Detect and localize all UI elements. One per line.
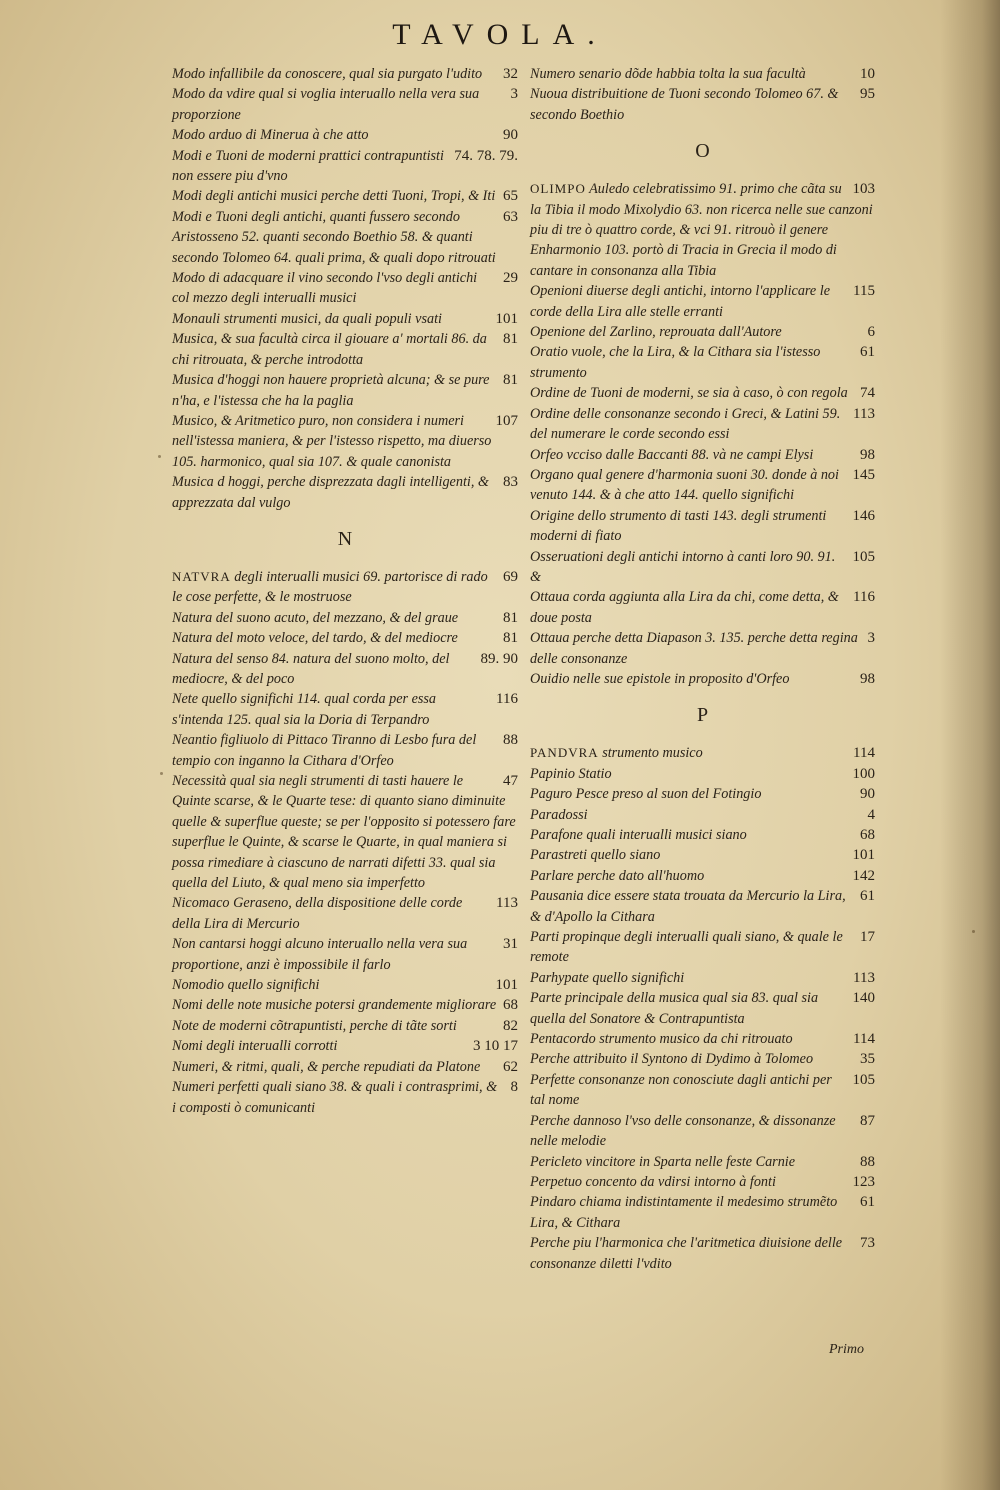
index-entry — [172, 995, 518, 1015]
index-entry — [530, 988, 875, 1029]
entry-text: Monauli strumenti musici, da quali populi vsati — [172, 310, 442, 327]
entry-page-number: 88 — [860, 1153, 875, 1170]
entry-text: Perche piu l'harmonica che l'aritmetica diuisione delle consonanze diletti l'vdito — [530, 1235, 843, 1272]
entry-page-number: 68 — [503, 997, 518, 1014]
entry-text: Ottaua perche detta Diapason 3. 135. perche detta regina delle consonanze — [530, 630, 858, 667]
entry-text: Parlare perche dato all'huomo — [530, 867, 705, 884]
entry-page-number: 98 — [860, 670, 875, 687]
entry-page-number: 116 — [853, 589, 875, 606]
index-entry — [530, 968, 875, 988]
index-entry — [530, 383, 875, 403]
index-entry — [172, 125, 518, 145]
entry-text: Natura del senso 84. natura del suono molto, del mediocre, & del poco — [172, 650, 450, 687]
index-entry — [530, 845, 875, 865]
entry-page-number: 89. 90 — [480, 650, 518, 667]
entry-page-number: 74 — [860, 385, 875, 402]
index-entry — [530, 506, 875, 547]
entry-text: Natura del moto veloce, del tardo, & del mediocre — [172, 630, 458, 647]
index-entry — [530, 322, 875, 342]
entry-text: Pindaro chiama indistintamente il medesimo strumẽto Lira, & Cithara — [530, 1194, 838, 1231]
entry-text: Numeri perfetti quali siano 38. & quali i contrasprimi, & i composti ò comunicanti — [172, 1079, 498, 1116]
entry-page-number: 65 — [503, 188, 518, 205]
entry-page-number: 81 — [503, 372, 518, 389]
entry-text: Pausania dice essere stata trouata da Mercurio la Lira, & d'Apollo la Cithara — [530, 888, 846, 925]
entry-page-number: 10 — [860, 66, 875, 82]
index-entry — [530, 825, 875, 845]
entry-text: Origine dello strumento di tasti 143. degli strumenti moderni di fiato — [530, 507, 827, 545]
entry-page-number: 81 — [503, 331, 518, 348]
entry-page-number: 113 — [496, 895, 518, 912]
section-letter: O — [695, 140, 710, 163]
entry-text: Parti propinque degli interualli quali siano, & quale le remote — [530, 929, 843, 966]
entry-page-number: 142 — [852, 867, 875, 884]
entry-page-number: 73 — [860, 1235, 875, 1252]
entry-page-number: 61 — [860, 1194, 875, 1211]
entry-text: Natura del suono acuto, del mezzano, & del graue — [172, 609, 459, 626]
index-entry — [172, 628, 518, 648]
index-entry — [530, 445, 875, 465]
index-entry — [172, 146, 518, 187]
index-entry — [172, 1036, 518, 1056]
entry-page-number: 6 — [867, 324, 875, 341]
entry-page-number: 68 — [860, 827, 875, 843]
entry-page-number: 101 — [852, 847, 875, 864]
entry-page-number: 140 — [852, 990, 875, 1007]
index-entry — [172, 411, 518, 472]
index-entry — [172, 329, 518, 370]
index-entry — [172, 771, 518, 893]
entry-text: Musica, & sua facultà circa il giouare a' mortali 86. da chi ritrouata, & perche introdotta — [172, 331, 487, 368]
index-entry — [172, 370, 518, 411]
entry-lead-word: PANDVRA — [530, 745, 599, 761]
ink-speck — [158, 455, 161, 458]
entry-text: Openioni diuerse degli antichi, intorno l'applicare le corde della Lira alle stelle erranti — [530, 283, 831, 320]
entry-page-number: 69 — [503, 568, 518, 585]
entry-text: Ottaua corda aggiunta alla Lira da chi, come detta, & doue posta — [530, 589, 839, 626]
entry-page-number: 115 — [853, 283, 875, 300]
index-entry — [172, 207, 518, 268]
entry-page-number: 146 — [852, 507, 875, 524]
index-entry — [172, 186, 518, 206]
entry-page-number: 61 — [860, 344, 875, 361]
section-letter: P — [696, 704, 709, 727]
index-entry — [530, 866, 875, 886]
index-entry — [530, 784, 875, 804]
index-entry — [530, 64, 875, 84]
entry-page-number: 3 — [867, 630, 875, 647]
index-entry — [530, 886, 875, 927]
index-entry — [530, 669, 875, 689]
entry-text: Papinio Statio — [530, 765, 612, 782]
entry-text: Parafone quali interualli musici siano — [530, 827, 747, 843]
index-entry — [172, 567, 518, 608]
index-entry — [172, 1057, 518, 1077]
index-entry — [530, 281, 875, 322]
index-entry — [172, 1016, 518, 1036]
entry-text: Ordine de Tuoni de moderni, se sia à caso, ò con regola — [530, 385, 848, 402]
entry-page-number: 61 — [860, 888, 875, 905]
entry-text: Parte principale della musica qual sia 83. qual sia quella del Sonatore & Contrapuntista — [530, 990, 819, 1027]
entry-text: Organo qual genere d'harmonia suoni 30. donde à noi venuto 144. & à che atto 144. quello significhi — [530, 466, 839, 504]
entry-page-number: 4 — [867, 806, 875, 823]
entry-text: Ouidio nelle sue epistole in proposito d'Orfeo — [530, 670, 790, 687]
entry-text: Pericleto vincitore in Sparta nelle feste Carnie — [530, 1153, 796, 1170]
page-header-title: TAVOLA. — [392, 18, 608, 51]
entry-page-number: 113 — [853, 969, 875, 986]
entry-page-number: 101 — [495, 977, 518, 994]
index-entry — [530, 1152, 875, 1172]
index-entry — [530, 628, 875, 669]
entry-text: Ordine delle consonanze secondo i Greci, & Latini 59. del numerare le corde secondo essi — [530, 405, 841, 443]
entry-page-number: 101 — [495, 310, 518, 327]
entry-text: Numeri, & ritmi, quali, & perche repudiati da Platone — [172, 1058, 481, 1075]
entry-text: Numero senario dõde habbia tolta la sua facultà — [530, 66, 806, 82]
entry-text: Paguro Pesce preso al suon del Fotingio — [530, 786, 762, 803]
entry-page-number: 35 — [860, 1051, 875, 1068]
entry-page-number: 95 — [860, 86, 875, 103]
entry-text: Modi e Tuoni degli antichi, quanti fussero secondo Aristosseno 52. quanti secondo Boethio 58. & quanti secondo Tolomeo 64. quali prima, & quali dopo ritrouati — [172, 208, 496, 266]
index-entry — [172, 268, 518, 309]
entry-text: Nete quello significhi 114. qual corda per essa s'intenda 125. qual sia la Doria di Terpandro — [172, 691, 437, 728]
entry-text: Neantio figliuolo di Pittaco Tiranno di Lesbo fura del tempio con inganno la Cithara d'Orfeo — [172, 732, 477, 769]
entry-page-number: 29 — [503, 270, 518, 287]
ink-speck — [160, 772, 163, 775]
entry-text: Perpetuo concento da vdirsi intorno à fonti — [530, 1173, 776, 1190]
entry-page-number: 103 — [852, 181, 875, 198]
entry-page-number: 87 — [860, 1112, 875, 1129]
entry-text: Necessità qual sia negli strumenti di tasti hauere le Quinte scarse, & le Quarte tese: di quanto siano diminuite quelle & superflue queste; se per l'opposito si potessero fare superflue le Quinte, & scarse le Quarte, in qual maniera si possa rimediare à ciascuno de narrati difetti 33. qual sia quella del Liuto, & qual meno sia imperfetto — [172, 773, 516, 892]
index-entry — [172, 649, 518, 690]
index-entry — [530, 587, 875, 628]
index-entry — [530, 743, 875, 763]
entry-lead-word: NATVRA — [172, 568, 231, 584]
index-entry — [530, 84, 875, 125]
entry-text: degli interualli musici 69. partorisce di rado le cose perfette, & le mostruose — [172, 568, 488, 606]
entry-page-number: 98 — [860, 446, 875, 463]
entry-text: Musica d'hoggi non hauere proprietà alcuna; & se pure n'ha, e l'istessa che ha la paglia — [172, 372, 490, 409]
entry-text: Perche dannoso l'vso delle consonanze, & dissonanze nelle melodie — [530, 1112, 836, 1150]
index-entry — [172, 84, 518, 125]
index-entry — [530, 805, 875, 825]
entry-text: Parastreti quello siano — [530, 847, 661, 864]
index-entry — [172, 608, 518, 628]
entry-text: Modo arduo di Minerua à che atto — [172, 127, 369, 144]
index-entry — [530, 404, 875, 445]
section-letter: N — [337, 527, 353, 550]
entry-text: Modi e Tuoni de moderni prattici contrapuntisti non essere piu d'vno — [172, 147, 444, 185]
entry-text: Parhypate quello significhi — [530, 969, 685, 986]
entry-text: Paradossi — [530, 806, 588, 823]
entry-text: Nomi delle note musiche potersi grandemente migliorare — [172, 997, 497, 1014]
entry-page-number: 107 — [495, 412, 518, 429]
entry-page-number: 105 — [852, 1071, 875, 1088]
index-entry — [530, 764, 875, 784]
index-entry — [530, 1172, 875, 1192]
entry-text: Nicomaco Geraseno, della dispositione delle corde della Lira di Mercurio — [172, 895, 463, 932]
right-index-column — [530, 64, 875, 1274]
entry-text: Osseruationi degli antichi intorno à canti loro 90. 91. & — [530, 548, 836, 585]
entry-page-number: 62 — [503, 1058, 518, 1075]
index-entry — [530, 1111, 875, 1152]
entry-page-number: 81 — [503, 630, 518, 647]
entry-page-number: 123 — [852, 1173, 875, 1190]
entry-text: Pentacordo strumento musico da chi ritrouato — [530, 1031, 793, 1048]
entry-page-number: 105 — [852, 548, 875, 565]
index-entry — [530, 1233, 875, 1274]
index-entry — [172, 309, 518, 329]
entry-text: Perfette consonanze non conosciute dagli antichi per tal nome — [530, 1071, 832, 1109]
index-entry — [530, 927, 875, 968]
entry-text: Musica d hoggi, perche disprezzata dagli intelligenti, & apprezzata dal vulgo — [172, 474, 489, 511]
index-entry — [530, 547, 875, 588]
entry-text: Orfeo vcciso dalle Baccanti 88. và ne campi Elysi — [530, 446, 814, 463]
index-entry — [530, 1029, 875, 1049]
index-entry — [530, 1070, 875, 1111]
index-entry — [172, 975, 518, 995]
entry-page-number: 63 — [503, 208, 518, 225]
index-entry — [172, 472, 518, 513]
entry-page-number: 145 — [852, 466, 875, 483]
entry-text: Musico, & Aritmetico puro, non considera i numeri nell'istessa maniera, & per l'istesso rispetto, ma diuerso 105. harmonico, qual sia 107. & quale canonista — [172, 412, 492, 470]
entry-text: Nuoua distribuitione de Tuoni secondo Tolomeo 67. & secondo Boethio — [530, 86, 839, 123]
index-entry — [530, 342, 875, 383]
entry-page-number: 116 — [496, 691, 518, 708]
entry-page-number: 47 — [503, 773, 518, 789]
index-entry — [172, 730, 518, 771]
entry-page-number: 114 — [853, 1031, 875, 1048]
entry-text: strumento musico — [598, 745, 703, 762]
index-entry — [172, 934, 518, 975]
entry-text: Openione del Zarlino, reprouata dall'Autore — [530, 324, 782, 341]
entry-text: Modo di adacquare il vino secondo l'vso degli antichi col mezzo degli interualli musici — [172, 270, 478, 307]
entry-page-number: 90 — [860, 786, 875, 803]
entry-page-number: 81 — [503, 609, 518, 626]
entry-page-number: 17 — [860, 929, 875, 946]
index-entry — [172, 893, 518, 934]
entry-lead-word: OLIMPO — [530, 181, 586, 197]
entry-page-number: 32 — [503, 66, 518, 82]
entry-page-number: 82 — [503, 1017, 518, 1034]
left-index-column — [172, 64, 518, 1118]
entry-page-number: 114 — [853, 745, 875, 762]
catchword: Primo — [829, 1342, 864, 1357]
index-entry — [172, 64, 518, 84]
entry-page-number: 90 — [503, 127, 518, 144]
entry-text: Nomi degli interualli corrotti — [172, 1038, 338, 1055]
index-entry — [530, 465, 875, 506]
index-entry — [530, 1192, 875, 1233]
entry-text: Non cantarsi hoggi alcuno interuallo nella vera sua proportione, anzi è impossibile il farlo — [172, 936, 468, 973]
index-entry — [172, 1077, 518, 1118]
entry-page-number: 31 — [503, 936, 518, 953]
entry-page-number: 3 10 17 — [473, 1038, 518, 1055]
entry-text: Nomodio quello significhi — [172, 977, 320, 994]
entry-page-number: 88 — [503, 732, 518, 749]
entry-text: Note de moderni cõtrapuntisti, perche di tãte sorti — [172, 1017, 457, 1034]
entry-text: Modo infallibile da conoscere, qual sia purgato l'udito — [172, 66, 483, 82]
entry-text: Auledo celebratissimo 91. primo che cãta su la Tibia il modo Mixolydio 63. non ricerca nelle sue canzoni piu di tre ò quattro corde, & vci 91. ritrouò il genere Enharmonio 103. portò di Tracia in Grecia il modo di cantare in consonanza alla Tibia — [530, 181, 873, 279]
entry-page-number: 74. 78. 79. — [454, 147, 518, 164]
entry-text: Oratio vuole, che la Lira, & la Cithara sia l'istesso strumento — [530, 344, 821, 381]
index-entry — [172, 689, 518, 730]
entry-text: Modi degli antichi musici perche detti Tuoni, Tropi, & Iti — [172, 188, 496, 205]
entry-text: Modo da vdire qual si voglia interuallo nella vera sua proporzione — [172, 86, 480, 123]
entry-page-number: 3 — [510, 86, 518, 103]
entry-text: Perche attribuito il Syntono di Dydimo à Tolomeo — [530, 1051, 814, 1068]
entry-page-number: 8 — [510, 1079, 518, 1096]
entry-page-number: 83 — [503, 474, 518, 491]
index-entry — [530, 179, 875, 281]
ink-speck — [972, 930, 975, 933]
entry-page-number: 100 — [852, 765, 875, 782]
entry-page-number: 113 — [853, 405, 875, 422]
index-entry — [530, 1049, 875, 1069]
page-gutter-shadow — [940, 0, 1000, 1490]
